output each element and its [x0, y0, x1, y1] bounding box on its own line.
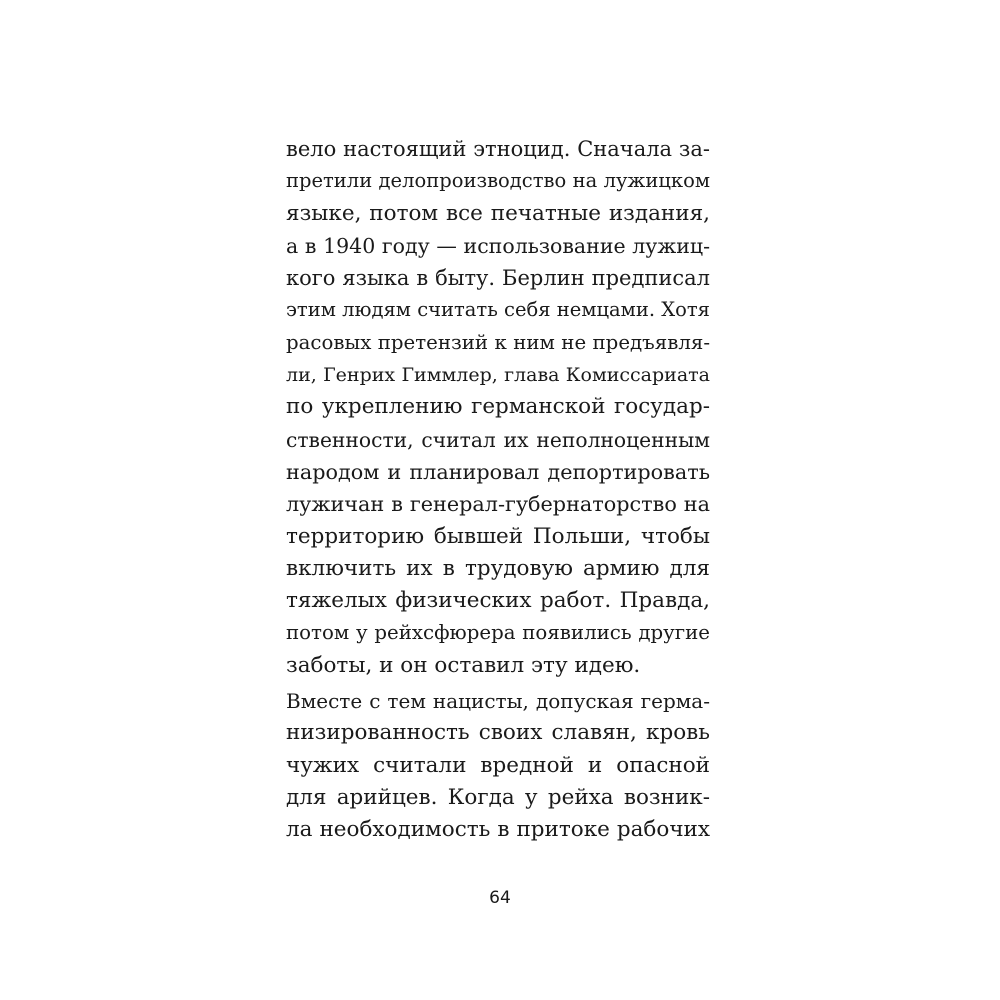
text-line: кого языка в быту. Берлин предписал — [286, 266, 710, 291]
text-line: включить их в трудовую армию для — [286, 555, 710, 581]
text-line: территорию бывшей Польши, чтобы — [286, 523, 710, 549]
text-line: а в 1940 году — использование лужиц- — [286, 233, 710, 258]
text-line: претили делопроизводство на лужицком — [286, 169, 710, 193]
text-line: вело настоящий этноцид. Сначала за- — [286, 137, 710, 161]
text-line: этим людям считать себя немцами. Хотя — [286, 298, 710, 322]
text-line: чужих считали вредной и опасной — [286, 752, 710, 778]
text-line: ла необходимость в притоке рабочих — [286, 817, 710, 843]
text-line: ственности, считал их неполноценным — [286, 427, 710, 452]
text-line: по укреплению германской государ- — [286, 394, 710, 420]
text-line: народом и планировал депортировать — [286, 459, 710, 484]
text-line: низированность своих славян, кровь — [286, 720, 710, 746]
text-line: для арийцев. Когда у рейха возник- — [286, 784, 710, 810]
text-line: Вместе с тем нацисты, допуская герма- — [286, 689, 710, 713]
text-line: ли, Генрих Гиммлер, глава Комиссариата — [286, 364, 710, 387]
text-line: заботы, и он оставил эту идею. — [286, 652, 641, 678]
page-number: 64 — [489, 888, 511, 908]
text-line: лужичан в генерал-губернаторство на — [286, 492, 710, 517]
text-line: потом у рейхсфюрера появились другие — [286, 621, 710, 645]
text-line: языке, потом все печатные издания, — [286, 200, 710, 226]
paragraph-1 — [286, 133, 710, 682]
text-line: тяжелых физических работ. Правда, — [286, 588, 710, 614]
text-line: расовых претензий к ним не предъявля- — [286, 330, 710, 354]
paragraph-2 — [286, 685, 710, 846]
